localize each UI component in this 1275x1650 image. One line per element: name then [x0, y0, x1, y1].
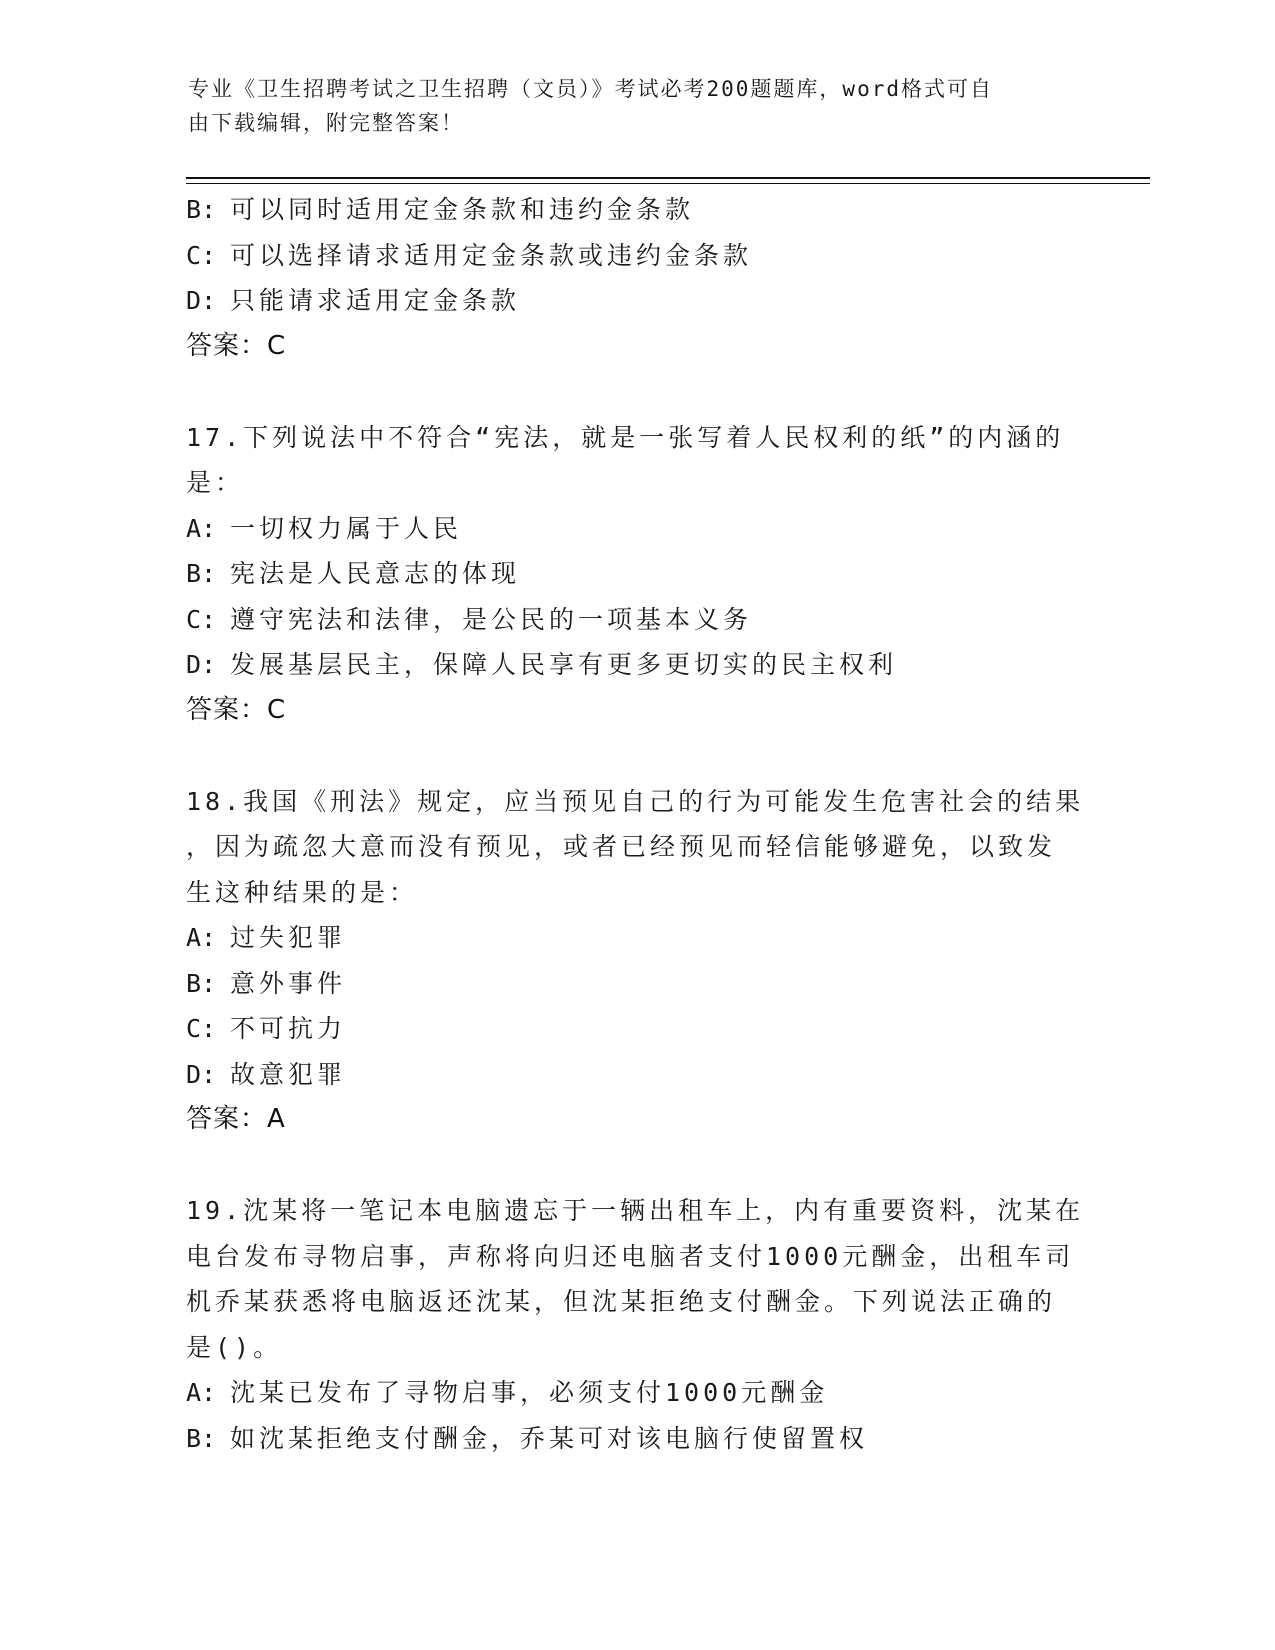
option-c: C: 不可抗力	[186, 1014, 347, 1043]
page-header	[188, 72, 1068, 140]
option-d: D: 故意犯罪	[186, 1059, 347, 1089]
question-stem-cont: ，因为疏忽大意而没有预见，或者已经预见而轻信能够避免，以致发	[186, 832, 1057, 861]
option-a: A: 沈某已发布了寻物启事，必须支付1000元酬金	[186, 1378, 829, 1407]
question-stem: 17.下列说法中不符合“宪法，就是一张写着人民权利的纸”的内涵的	[186, 422, 1065, 452]
header-divider-thick	[186, 177, 1150, 179]
header-line-2: 由下载编辑，附完整答案！	[188, 111, 464, 135]
answer: 答案：C	[186, 330, 287, 361]
option-b: B: 如沈某拒绝支付酬金，乔某可对该电脑行使留置权	[186, 1423, 869, 1453]
question-16	[186, 187, 1086, 369]
answer: 答案：A	[186, 1104, 286, 1134]
option-d: D: 发展基层民主，保障人民享有更多更切实的民主权利	[186, 650, 898, 679]
option-c: C: 可以选择请求适用定金条款或违约金条款	[186, 240, 753, 270]
option-d: D: 只能请求适用定金条款	[186, 286, 521, 315]
question-stem-cont: 是：	[186, 468, 245, 497]
option-c: C: 遵守宪法和法律，是公民的一项基本义务	[186, 604, 753, 634]
question-18	[186, 779, 1086, 1143]
question-19	[186, 1188, 1086, 1461]
option-a: A: 一切权力属于人民	[186, 513, 463, 543]
option-b: B: 意外事件	[186, 968, 347, 998]
header-divider-thin	[186, 183, 1150, 184]
question-stem-cont: 生这种结果的是：	[186, 877, 419, 907]
question-list	[186, 187, 1086, 1461]
option-b: B: 可以同时适用定金条款和违约金条款	[186, 195, 695, 224]
question-stem-cont: 机乔某获悉将电脑返还沈某，但沈某拒绝支付酬金。下列说法正确的	[186, 1287, 1057, 1316]
option-a: A: 过失犯罪	[186, 923, 347, 952]
answer: 答案：C	[186, 694, 287, 725]
question-stem-cont: 是()。	[186, 1332, 283, 1362]
question-stem: 19.沈某将一笔记本电脑遗忘于一辆出租车上，内有重要资料，沈某在	[186, 1196, 1085, 1225]
spacer	[186, 369, 1086, 415]
question-stem: 18.我国《刑法》规定，应当预见自己的行为可能发生危害社会的结果	[186, 786, 1085, 816]
option-b: B: 宪法是人民意志的体现	[186, 559, 521, 588]
spacer	[186, 1143, 1086, 1189]
question-stem-cont: 电台发布寻物启事，声称将向归还电脑者支付1000元酬金，出租车司	[186, 1241, 1075, 1271]
spacer	[186, 733, 1086, 779]
header-line-1: 专业《卫生招聘考试之卫生招聘（文员）》考试必考200题题库，word格式可自	[188, 77, 993, 101]
question-17	[186, 415, 1086, 734]
